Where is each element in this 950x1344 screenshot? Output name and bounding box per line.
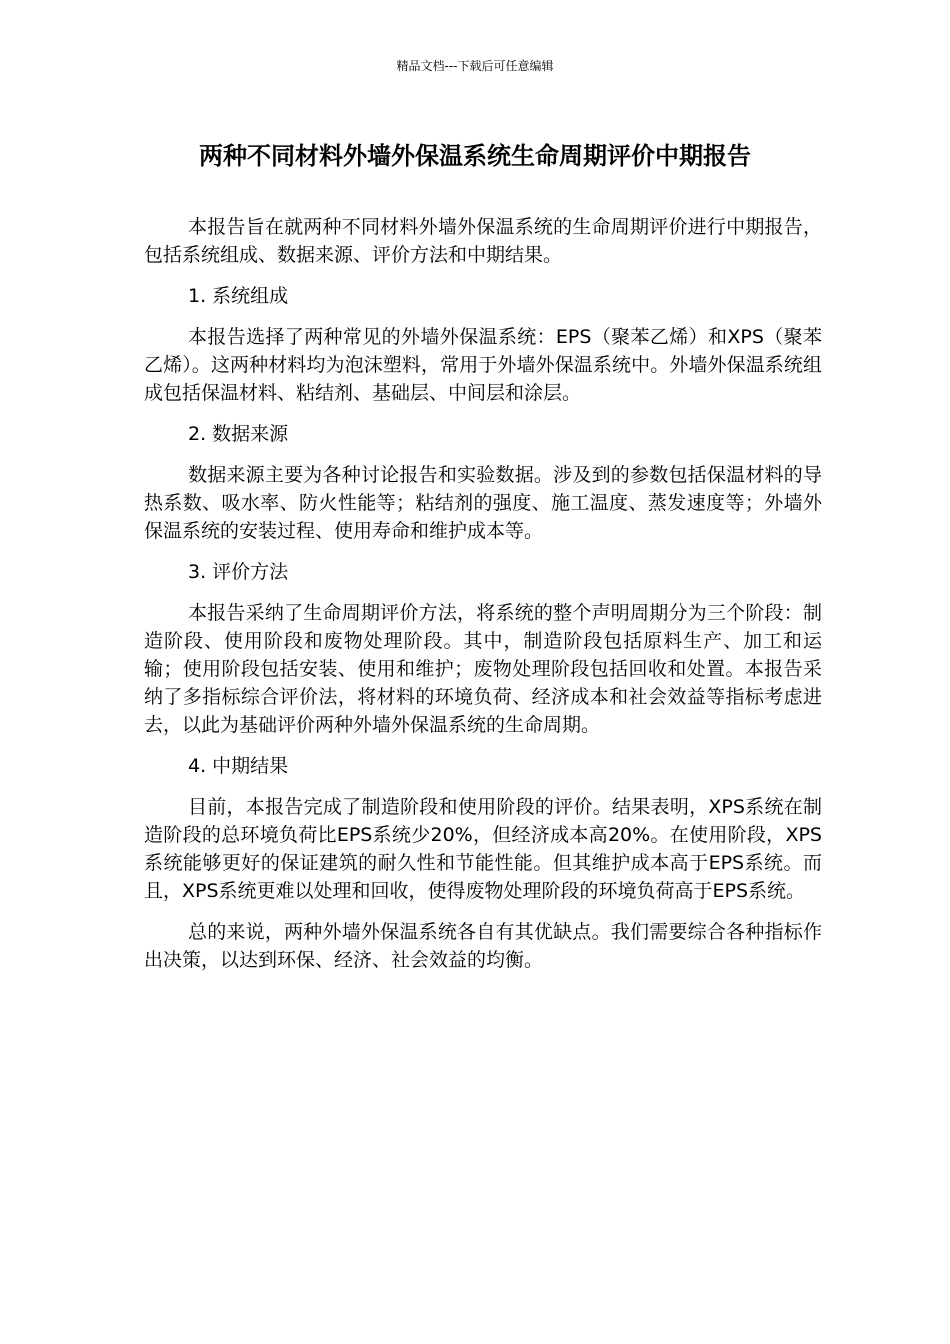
intro-paragraph: 本报告旨在就两种不同材料外墙外保温系统的生命周期评价进行中期报告，包括系统组成、数据来源、评价方法和中期结果。 (144, 216, 822, 266)
section-body-evaluation-method: 本报告采纳了生命周期评价方法，将系统的整个声明周期分为三个阶段：制造阶段、使用阶段和废物处理阶段。其中，制造阶段包括原料生产、加工和运输；使用阶段包括安装、使用和维护；废物处理阶段包括回收和处置。本报告采纳了多指标综合评价法，将材料的环境负荷、经济成本和社会效益等指标考虑进去，以此为基础评价两种外墙外保温系统的生命周期。 (144, 602, 822, 736)
section-heading-interim-results: 4. 中期结果 (188, 755, 289, 777)
header-note: 精品文档---下载后可任意编辑 (396, 59, 554, 73)
section-body-system-composition: 本报告选择了两种常见的外墙外保温系统：EPS（聚苯乙烯）和XPS（聚苯乙烯）。这两种材料均为泡沫塑料，常用于外墙外保温系统中。外墙外保温系统组成包括保温材料、粘结剂、基础层、中间层和涂层。 (144, 326, 822, 404)
section-heading-data-sources: 2. 数据来源 (188, 423, 289, 445)
document-body (144, 213, 822, 987)
conclusion-paragraph: 总的来说，两种外墙外保温系统各自有其优缺点。我们需要综合各种指标作出决策，以达到环保、经济、社会效益的均衡。 (144, 921, 822, 971)
section-body-interim-results: 目前，本报告完成了制造阶段和使用阶段的评价。结果表明，XPS系统在制造阶段的总环境负荷比EPS系统少20%，但经济成本高20%。在使用阶段，XPS系统能够更好的保证建筑的耐久性和节能性能。但其维护成本高于EPS系统。而且，XPS系统更难以处理和回收，使得废物处理阶段的环境负荷高于EPS系统。 (144, 796, 822, 902)
section-heading-system-composition: 1. 系统组成 (188, 285, 289, 307)
document-title: 两种不同材料外墙外保温系统生命周期评价中期报告 (199, 142, 751, 170)
section-body-data-sources: 数据来源主要为各种讨论报告和实验数据。涉及到的参数包括保温材料的导热系数、吸水率、防火性能等；粘结剂的强度、施工温度、蒸发速度等；外墙外保温系统的安装过程、使用寿命和维护成本等。 (144, 464, 822, 542)
section-heading-evaluation-method: 3. 评价方法 (188, 561, 289, 583)
